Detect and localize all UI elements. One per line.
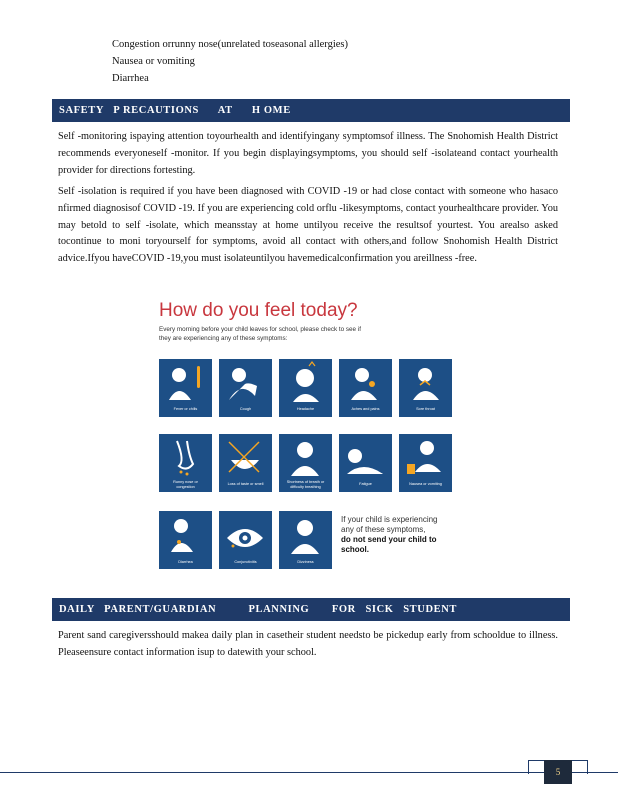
tile-label: Loss of taste or smell [227, 482, 264, 486]
bullet-item [90, 72, 149, 86]
infographic-note-1: If your child is experiencing [341, 515, 438, 524]
tile-label: Dizziness [297, 560, 314, 564]
paragraph-self-monitoring: Self -monitoring ispaying attention toyourhealth and identifyingany symptomsof illness. The Snohomish Health District recommends everyoneself -monitor. If you begin displayingsymptoms, you should self -isolateand contact yourhealth provider for directions fortesting. [58, 131, 558, 176]
symptom-tile-conjunctivitis [219, 511, 272, 569]
tile-label: Diarrhea [178, 560, 193, 564]
symptom-tile-runny-nose [159, 434, 212, 492]
symptom-tile-nausea [399, 434, 452, 492]
tile-label: Cough [239, 407, 252, 411]
infographic-title: How do you feel today? [159, 300, 358, 321]
symptom-tile-headache [279, 359, 332, 417]
section-heading-safety: SAFETY P RECAUTIONS AT H OME [52, 99, 570, 122]
symptom-tile-diarrhea [159, 511, 212, 569]
infographic-note-3: do not send your child to [341, 535, 437, 544]
tile-label: Sore throat [416, 407, 435, 411]
tile-label: Shortness of breath or [286, 480, 325, 484]
footer-rule [0, 772, 618, 773]
bullet-text: Diarrhea [112, 73, 149, 84]
infographic-note-2: any of these symptoms, [341, 525, 426, 534]
tile-label: Fatigue [359, 482, 372, 486]
symptom-tile-fatigue [339, 434, 392, 492]
symptom-tile-breathing [279, 434, 332, 492]
symptom-tile-sore-throat [399, 359, 452, 417]
tile-label: Conjunctivitis [234, 560, 257, 564]
tile-label: congestion [176, 485, 195, 489]
symptom-tile-fever [159, 359, 212, 417]
tile-label: Fever or chills [173, 407, 198, 411]
paragraph-self-isolation: Self -isolation is required if you have been diagnosed with COVID -19 or had close contact with someone who hasaco nfirmed diagnosisof COVID -19. If you are experiencing cold orflu -likesymptoms, contact yourhealthcare provider. You may betold to self -isolate, which meansstay at home untilyou receive the resultsof yourtest. You arealso asked tocontinue to moni toryourself for symptoms, avoid all contact with others,and follow Snohomish Health District advice.Ifyou haveCOVID -19,you must isolateuntilyou havemedicalconfirmation you areillness -free. [58, 186, 558, 265]
symptom-tile-loss-taste [219, 434, 272, 492]
section-heading-daily-planning: DAILY PARENT/GUARDIAN PLANNING FOR SICK STUDENT [52, 598, 570, 621]
bullet-item [90, 38, 348, 52]
page-number: 5 [544, 760, 572, 784]
tile-label: Headache [296, 407, 315, 411]
infographic-subtitle-2: they are experiencing any of these symptoms: [159, 335, 288, 342]
infographic-note-4: school. [341, 545, 370, 554]
bullet-text: Nausea or vomiting [112, 56, 195, 67]
tile-label: Nausea or vomiting [409, 482, 442, 486]
tile-label: Runny nose or [173, 480, 198, 484]
symptom-tile-aches [339, 359, 392, 417]
bullet-item [90, 55, 195, 69]
infographic-subtitle-1: Every morning before your child leaves for school, please check to see if [159, 326, 361, 333]
symptom-tile-cough [219, 359, 272, 417]
tile-label: Aches and pains [351, 407, 380, 411]
symptom-tile-dizziness [279, 511, 332, 569]
bullet-text: Congestion orrunny nose(unrelated toseasonal allergies) [112, 39, 348, 50]
tile-label: difficulty breathing [290, 485, 321, 489]
paragraph-daily-plan: Parent sand caregiversshould makea daily plan in casetheir student needsto be pickedup early from schooldue to illness. Pleaseensure contact information isup to datewith your school. [58, 630, 558, 658]
symptom-infographic [157, 296, 463, 581]
